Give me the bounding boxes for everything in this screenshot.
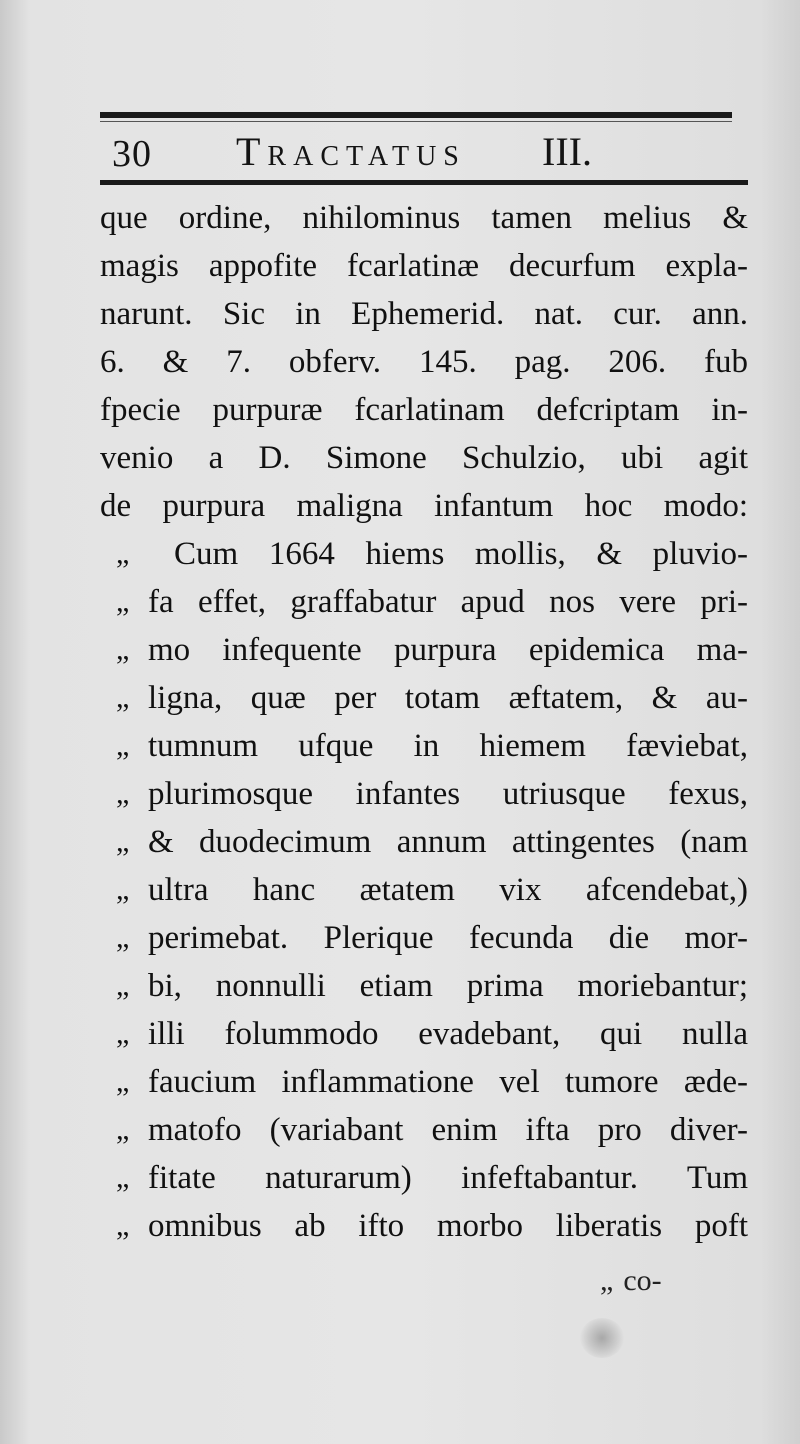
text-line-content: Cum 1664 hiems mollis, & pluvio- xyxy=(174,536,748,572)
catchword xyxy=(600,1264,662,1298)
header-rule-bottom xyxy=(100,180,748,185)
quote-mark: „ xyxy=(116,825,130,858)
quote-mark: „ xyxy=(116,681,130,714)
text-line xyxy=(100,242,750,290)
catchword-quote-mark: „ xyxy=(600,1264,614,1297)
text-line xyxy=(100,578,750,626)
text-line xyxy=(100,674,750,722)
text-line xyxy=(100,1010,750,1058)
text-line-content: mo infequente purpura epidemica ma- xyxy=(148,632,748,668)
text-line xyxy=(100,818,750,866)
text-line xyxy=(100,194,750,242)
text-line-content: matofo (variabant enim ifta pro diver- xyxy=(148,1112,748,1148)
text-line-content: omnibus ab ifto morbo liberatis poft xyxy=(148,1208,748,1244)
body-text xyxy=(100,194,750,1250)
text-line xyxy=(100,1154,750,1202)
page-number: 30 xyxy=(112,133,152,175)
text-line xyxy=(100,1106,750,1154)
text-line-content: plurimosque infantes utriusque fexus, xyxy=(148,776,748,812)
text-line xyxy=(100,530,750,578)
text-line xyxy=(100,338,750,386)
text-line-content: & duodecimum annum attingentes (nam xyxy=(148,824,748,860)
header-rule-top xyxy=(100,112,732,118)
running-title: Tractatus xyxy=(236,129,466,174)
quote-mark: „ xyxy=(116,921,130,954)
text-line xyxy=(100,482,750,530)
text-line-content: 6. & 7. obferv. 145. pag. 206. fub xyxy=(100,344,748,380)
text-line xyxy=(100,626,750,674)
text-line-content: tumnum ufque in hiemem fæviebat, xyxy=(148,728,748,764)
text-line-content: de purpura maligna infantum hoc modo: xyxy=(100,488,748,524)
text-line-content: bi, nonnulli etiam prima moriebantur; xyxy=(148,968,748,1004)
quote-mark: „ xyxy=(116,969,130,1002)
text-line xyxy=(100,1058,750,1106)
text-line xyxy=(100,866,750,914)
quote-mark: „ xyxy=(116,537,130,570)
quote-mark: „ xyxy=(116,873,130,906)
quote-mark: „ xyxy=(116,729,130,762)
quote-mark: „ xyxy=(116,1209,130,1242)
text-line-content: que ordine, nihilominus tamen melius & xyxy=(100,200,748,236)
quote-mark: „ xyxy=(116,585,130,618)
quote-mark: „ xyxy=(116,1065,130,1098)
text-line-content: ultra hanc ætatem vix afcendebat,) xyxy=(148,872,748,908)
text-line xyxy=(100,962,750,1010)
text-line-content: fa effet, graffabatur apud nos vere pri- xyxy=(148,584,748,620)
text-line xyxy=(100,914,750,962)
text-line-content: fpecie purpuræ fcarlatinam defcriptam in- xyxy=(100,392,748,428)
quote-mark: „ xyxy=(116,1113,130,1146)
text-line xyxy=(100,1202,750,1250)
text-line xyxy=(100,434,750,482)
text-line-content: illi folummodo evadebant, qui nulla xyxy=(148,1016,748,1052)
catchword-text: co- xyxy=(623,1264,662,1297)
quote-mark: „ xyxy=(116,1017,130,1050)
quote-mark: „ xyxy=(116,633,130,666)
text-line-content: narunt. Sic in Ephemerid. nat. cur. ann. xyxy=(100,296,748,332)
running-title-number: III. xyxy=(542,129,592,174)
text-line xyxy=(100,290,750,338)
header-rule-thin xyxy=(100,121,732,122)
text-line xyxy=(100,770,750,818)
text-line-content: perimebat. Plerique fecunda die mor- xyxy=(148,920,748,956)
quote-mark: „ xyxy=(116,777,130,810)
text-line xyxy=(100,386,750,434)
text-line-content: venio a D. Simone Schulzio, ubi agit xyxy=(100,440,748,476)
text-line xyxy=(100,722,750,770)
quote-mark: „ xyxy=(116,1161,130,1194)
text-line-content: magis appofite fcarlatinæ decurfum expla- xyxy=(100,248,748,284)
text-line-content: ligna, quæ per totam æftatem, & au- xyxy=(148,680,748,716)
text-line-content: faucium inflammatione vel tumore æde- xyxy=(148,1064,748,1100)
text-line-content: fitate naturarum) infeftabantur. Tum xyxy=(148,1160,748,1196)
running-header xyxy=(112,128,732,178)
ink-blot xyxy=(580,1318,624,1358)
